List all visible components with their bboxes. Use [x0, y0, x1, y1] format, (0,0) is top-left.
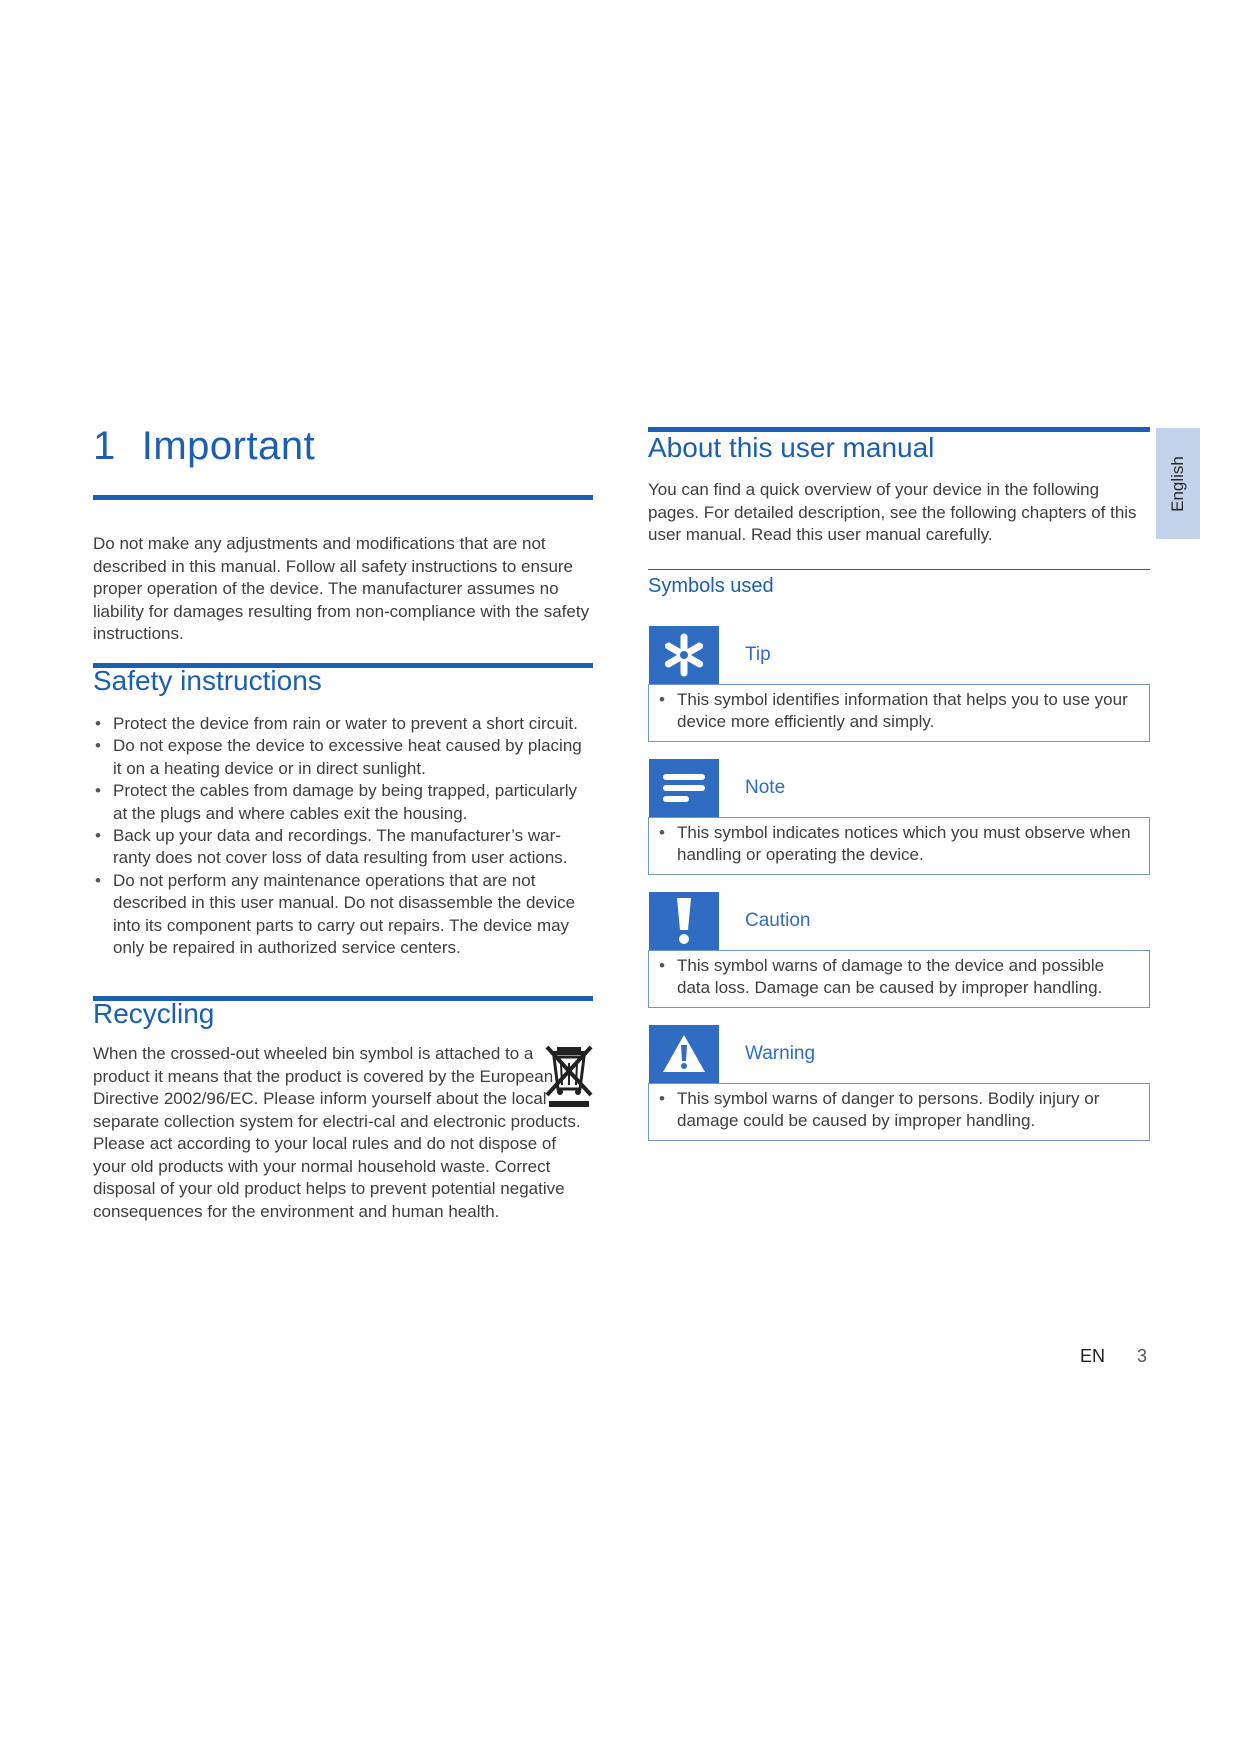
page-number: 3: [1137, 1346, 1148, 1366]
list-item: • Back up your data and recordings. The manufacturer’s war-ranty does not cover loss of data resulting from user actions.: [93, 825, 593, 870]
chapter-rule: [93, 495, 593, 500]
list-item: • Protect the cables from damage by being trapped, particularly at the plugs and where cables exit the housing.: [93, 780, 593, 825]
exclamation-icon: [649, 892, 719, 950]
recycling-title: Recycling: [93, 998, 215, 1029]
language-tab-label: English: [1168, 455, 1187, 512]
list-item: • Do not expose the device to excessive heat caused by placing it on a heating device or in direct sunlight.: [93, 735, 593, 780]
list-item: • Protect the device from rain or water to prevent a short circuit.: [93, 713, 593, 735]
about-title: About this user manual: [648, 432, 935, 463]
note-box: [648, 817, 1150, 875]
caution-label: Caution: [745, 910, 811, 931]
list-item: • This symbol warns of damage to the device and possible data loss. Damage can be caused by improper handling.: [657, 955, 1139, 999]
warning-box: [648, 1083, 1150, 1141]
list-item: • This symbol identifies information that helps you to use your device more efficiently and simply.: [657, 689, 1139, 733]
footer-lang: EN: [1080, 1346, 1106, 1366]
chapter-title-text: Important: [141, 424, 316, 468]
language-tab: [1156, 428, 1200, 539]
symbols-rule: [648, 569, 1150, 570]
safety-list: [93, 713, 593, 959]
list-item: • This symbol indicates notices which you must observe when handling or operating the device.: [657, 822, 1139, 866]
tip-label: Tip: [745, 644, 771, 665]
recycling-paragraph: [93, 1043, 593, 1223]
chapter-number: 1: [93, 424, 116, 468]
lines-icon: [649, 759, 719, 817]
chapter-title: [93, 424, 315, 469]
list-item: • This symbol warns of danger to persons. Bodily injury or damage could be caused by improper handling.: [657, 1088, 1139, 1132]
safety-title: Safety instructions: [93, 665, 322, 696]
tip-box: [648, 684, 1150, 742]
symbols-title: Symbols used: [648, 575, 774, 597]
list-item: • Do not perform any maintenance operations that are not described in this user manual. Do not disassemble the device into its component parts to carry out repairs. The device may only be repaired in authorized service centers.: [93, 870, 593, 960]
caution-box: [648, 950, 1150, 1008]
recycling-text: When the crossed-out wheeled bin symbol is attached to a product it means that the product is covered by the European Directive 2002/96/EC. Please inform yourself about the local separate collection system for electri-cal and electronic products. Please act according to your local rules and do not dispose of your old products with your normal household waste. Correct disposal of your old product helps to prevent potential negative consequences for the environment and human health.: [93, 1044, 581, 1221]
about-paragraph: You can find a quick overview of your device in the following pages. For detailed description, see the following chapters of this user manual. Read this user manual carefully.: [648, 480, 1137, 544]
note-label: Note: [745, 777, 786, 798]
asterisk-icon: [649, 626, 719, 684]
warning-label: Warning: [745, 1043, 816, 1064]
warning-triangle-icon: [649, 1025, 719, 1083]
intro-paragraph: Do not make any adjustments and modifications that are not described in this manual. Follow all safety instructions to ensure proper operation of the device. The manufacturer assumes no liability for damages resulting from non-compliance with the safety instructions.: [93, 534, 590, 643]
